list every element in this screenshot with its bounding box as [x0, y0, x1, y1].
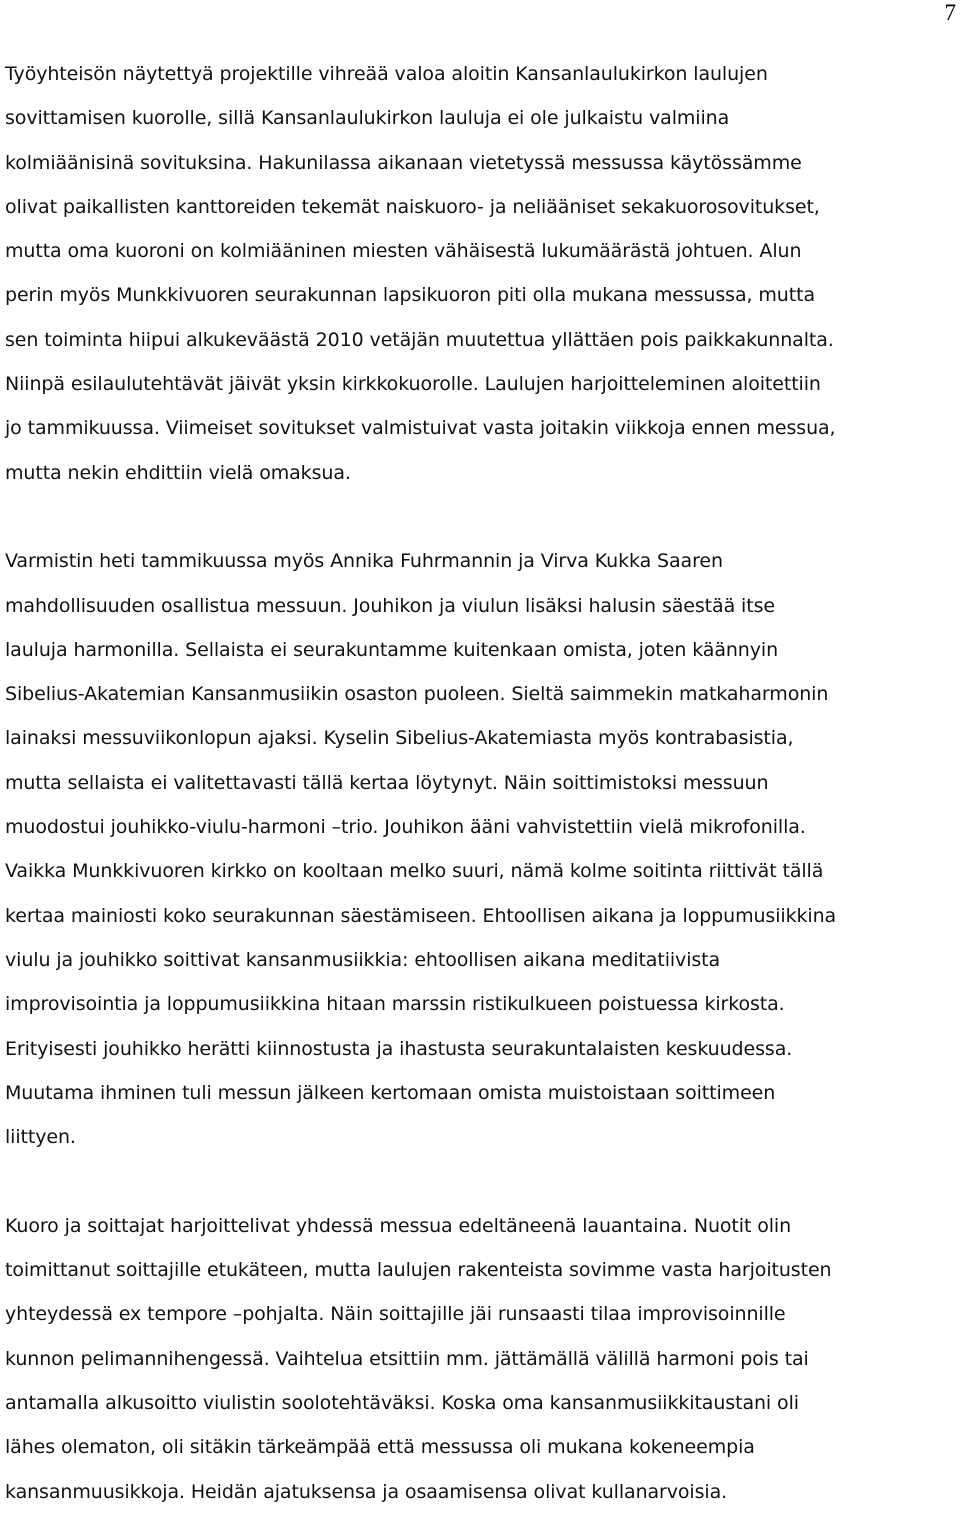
text-line: Erityisesti jouhikko herätti kiinnostusta ja ihastusta seurakuntalaisten keskuudessa. — [5, 1037, 793, 1060]
text-line: jo tammikuussa. Viimeiset sovitukset valmistuivat vasta joitakin viikkoja ennen messua, — [5, 417, 836, 440]
text-line: kansanmuusikkoja. Heidän ajatuksensa ja osaamisensa olivat kullanarvoisia. — [5, 1480, 728, 1503]
text-line: kertaa mainiosti koko seurakunnan säestämiseen. Ehtoollisen aikana ja loppumusiikkina — [5, 904, 837, 927]
text-line: muodostui jouhikko-viulu-harmoni –trio. Jouhikon ääni vahvistettiin vielä mikrofonilla. — [5, 816, 806, 839]
text-line: lainaksi messuviikonlopun ajaksi. Kyselin Sibelius-Akatemiasta myös kontrabasistia, — [5, 727, 794, 750]
text-line: perin myös Munkkivuoren seurakunnan lapsikuoron piti olla mukana messussa, mutta — [5, 284, 815, 307]
text-line: yhteydessä ex tempore –pohjalta. Näin soittajille jäi runsaasti tilaa improvisoinnille — [5, 1303, 786, 1326]
document-body — [5, 52, 958, 1514]
text-line: antamalla alkusoitto viulistin soolotehtäväksi. Koska oma kansanmusiikkitaustani oli — [5, 1391, 799, 1414]
text-line: mutta nekin ehdittiin vielä omaksua. — [5, 461, 351, 484]
text-line: sovittamisen kuorolle, sillä Kansanlaulukirkon lauluja ei ole julkaistu valmiina — [5, 107, 730, 130]
text-line: improvisointia ja loppumusiikkina hitaan marssin ristikulkueen poistuessa kirkosta. — [5, 993, 785, 1016]
text-line: mutta sellaista ei valitettavasti tällä kertaa löytynyt. Näin soittimistoksi messuun — [5, 771, 769, 794]
paragraph-gap — [5, 1159, 958, 1203]
text-line: kunnon pelimannihengessä. Vaihtelua etsittiin mm. jättämällä välillä harmoni pois tai — [5, 1347, 809, 1370]
text-line: mahdollisuuden osallistua messuun. Jouhikon ja viulun lisäksi halusin säestää itse — [5, 594, 775, 617]
text-line: mutta oma kuoroni on kolmiääninen miesten vähäisestä lukumäärästä johtuen. Alun — [5, 240, 802, 263]
text-line: Kuoro ja soittajat harjoittelivat yhdessä messua edeltäneenä lauantaina. Nuotit olin — [5, 1214, 792, 1237]
text-line: olivat paikallisten kanttoreiden tekemät naiskuoro- ja neliääniset sekakuorosovitukset, — [5, 195, 820, 218]
text-line: kolmiäänisinä sovituksina. Hakunilassa aikanaan vietetyssä messussa käytössämme — [5, 151, 802, 174]
text-line: Vaikka Munkkivuoren kirkko on kooltaan melko suuri, nämä kolme soitinta riittivät tällä — [5, 860, 824, 883]
text-line: liittyen. — [5, 1126, 76, 1149]
page-number: 7 — [944, 0, 956, 25]
text-line: lähes olematon, oli sitäkin tärkeämpää että messussa oli mukana kokeneempia — [5, 1436, 755, 1459]
text-line: Sibelius-Akatemian Kansanmusiikin osaston puoleen. Sieltä saimmekin matkaharmonin — [5, 683, 829, 706]
text-line: Varmistin heti tammikuussa myös Annika Fuhrmannin ja Virva Kukka Saaren — [5, 550, 723, 573]
text-line: Muutama ihminen tuli messun jälkeen kertomaan omista muistoistaan soittimeen — [5, 1081, 776, 1104]
paragraph-1 — [5, 52, 958, 495]
text-line: lauluja harmonilla. Sellaista ei seurakuntamme kuitenkaan omista, joten käännyin — [5, 638, 779, 661]
paragraph-2 — [5, 539, 958, 1159]
text-line: viulu ja jouhikko soittivat kansanmusiikkia: ehtoollisen aikana meditatiivista — [5, 948, 721, 971]
paragraph-gap — [5, 495, 958, 539]
text-line: Niinpä esilaulutehtävät jäivät yksin kirkkokuorolle. Laulujen harjoitteleminen aloitettiin — [5, 373, 821, 396]
text-line: sen toiminta hiipui alkukeväästä 2010 vetäjän muutettua yllättäen pois paikkakunnalta. — [5, 328, 834, 351]
text-line: toimittanut soittajille etukäteen, mutta laulujen rakenteista sovimme vasta harjoitusten — [5, 1259, 832, 1282]
text-line: Työyhteisön näytettyä projektille vihreää valoa aloitin Kansanlaulukirkon laulujen — [5, 63, 768, 85]
paragraph-3 — [5, 1204, 958, 1514]
